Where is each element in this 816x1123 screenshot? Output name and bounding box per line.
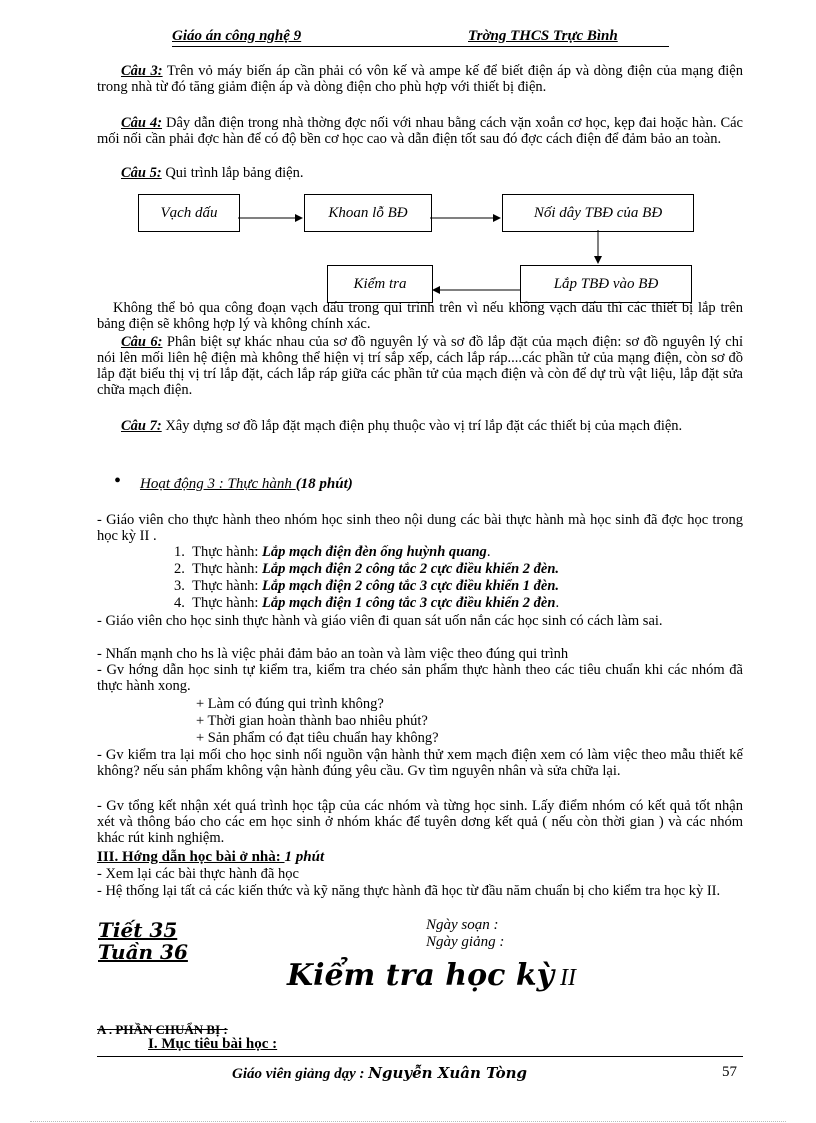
part-a-subheading: I. Mục tiêu bài học : <box>148 1036 278 1052</box>
question-5: Câu 5: Qui trình lắp bảng điện. <box>121 165 304 181</box>
exam-title: Kiểm tra học kỳ II <box>287 958 577 993</box>
flow-step-lap-tbd: Lắp TBĐ vào BĐ <box>520 265 692 303</box>
flow-step-khoan-lo: Khoan lỗ BĐ <box>304 194 432 232</box>
question-4: Câu 4: Dây dẫn điện trong nhà thờng đợc nối với nhau bằng cách vặn xoắn cơ học, kẹp đai hoặc hàn. Các mối nối cần phải đợc hàn để có độ bền cơ học cao và dẫn điện tốt sau đó đợc cách điện để đảm bảo an toàn. <box>97 115 743 147</box>
flow-step-vach-dau: Vạch dấu <box>138 194 240 232</box>
lesson-number: Tiết 35 <box>98 918 178 942</box>
homework-heading: III. Hớng dẫn học bài ở nhà: 1 phút <box>97 849 325 865</box>
activity-bullet: • <box>114 470 122 492</box>
practice-intro: - Giáo viên cho thực hành theo nhóm học sinh theo nội dung các bài thực hành mà học sinh đã đợc học trong học kỳ II . <box>97 512 743 544</box>
header-right: Trờng THCS Trực Bình <box>468 28 618 44</box>
teacher-observe: - Giáo viên cho học sinh thực hành và giáo viên đi quan sát uốn nắn các học sinh có cách làm sai. <box>97 613 663 629</box>
teacher-test: - Gv kiểm tra lại mối cho học sinh nối nguồn vận hành thử xem mạch điện xem có làm việc theo mẫu thiết kế không? nếu sản phẩm không vận hành đúng yêu cầu. Gv tìm nguyên nhân và sửa chữa lại. <box>97 747 743 779</box>
flow-explanation: Không thể bỏ qua công đoạn vạch dấu trong qui trình trên vì nếu không vạch dấu thì các thiết bị lắp trên bảng điện sẽ không hợp lý và không chính xác. <box>97 300 743 332</box>
question-7: Câu 7: Xây dựng sơ đồ lắp đặt mạch điện phụ thuộc vào vị trí lắp đặt các thiết bị của mạch điện. <box>121 418 683 434</box>
page-edge <box>30 1121 786 1122</box>
flow-arrows <box>0 0 816 320</box>
check-item-3: + Sản phẩm có đạt tiêu chuẩn hay không? <box>196 730 439 746</box>
activity-title: Hoạt động 3 : Thực hành (18 phút) <box>140 476 353 492</box>
practice-item-2: 2. Thực hành: Lắp mạch điện 2 công tắc 2 cực điều khiển 2 đèn. <box>174 561 560 577</box>
part-a-heading: A . PHẦN CHUẨN BỊ : <box>97 1022 228 1037</box>
practice-item-1: 1. Thực hành: Lắp mạch điện đèn ống huỳnh quang. <box>174 544 491 560</box>
header-left: Giáo án công nghệ 9 <box>172 28 302 44</box>
practice-item-4: 4. Thực hành: Lắp mạch điện 1 công tắc 3 cực điều khiển 2 đèn. <box>174 595 560 611</box>
flow-step-kiem-tra: Kiểm tra <box>327 265 433 303</box>
footer-teacher: Giáo viên giảng dạy : Nguyễn Xuân Tòng <box>232 1064 527 1082</box>
self-check: - Gv hớng dẫn học sinh tự kiểm tra, kiểm tra chéo sản phẩm thực hành theo các tiêu chuẩn khi các nhóm đã thực hành xong. <box>97 662 743 694</box>
check-item-2: + Thời gian hoàn thành bao nhiêu phút? <box>196 713 428 729</box>
teacher-summary: - Gv tổng kết nhận xét quá trình học tập của các nhóm và từng học sinh. Lấy điểm nhóm có kết quả tốt nhận xét và thông báo cho các em học sinh ở nhóm khác để tuyên dơng kết quả ( nếu còn thời gian ) và các nhóm khác rút kinh nghiệm. <box>97 798 743 846</box>
page-number: 57 <box>722 1064 737 1080</box>
homework-item-2: - Hệ thống lại tất cả các kiến thức và kỹ năng thực hành đã học từ đầu năm chuẩn bị cho kiểm tra học kỳ II. <box>97 883 721 899</box>
footer-rule <box>97 1056 743 1057</box>
practice-item-3: 3. Thực hành: Lắp mạch điện 2 công tắc 3 cực điều khiển 1 đèn. <box>174 578 560 594</box>
flow-step-noi-day: Nối dây TBĐ của BĐ <box>502 194 694 232</box>
question-3: Câu 3: Trên vỏ máy biến áp cần phải có vôn kế và ampe kế để biết điện áp và dòng điện của mạng điện trong nhà từ đó tăng giảm điện áp và dòng điện cho phù hợp với thiết bị điện. <box>97 63 743 95</box>
homework-item-1: - Xem lại các bài thực hành đã học <box>97 866 299 882</box>
question-6: Câu 6: Phân biệt sự khác nhau của sơ đồ nguyên lý và sơ đồ lắp đặt của mạch điện: sơ đồ nguyên lý chỉ nói lên mối liên hệ điện mà không thể hiện vị trí sắp xếp, cách lắp ráp....các phần tử của mạng điện, còn sơ đồ lắp đặt biểu thị vị trí lắp đặt, cách lắp ráp giữa các phần tử của mạch điện và còn để dự trù vật liệu, lắp đặt sửa chữa mạch điện. <box>97 334 743 398</box>
teach-date: Ngày giảng : <box>426 934 505 950</box>
safety-note: - Nhấn mạnh cho hs là việc phải đảm bảo an toàn và làm việc theo đúng qui trình <box>97 646 569 662</box>
prep-date: Ngày soạn : <box>426 917 499 933</box>
check-item-1: + Làm có đúng qui trình không? <box>196 696 384 712</box>
week-number: Tuần 36 <box>98 940 188 964</box>
